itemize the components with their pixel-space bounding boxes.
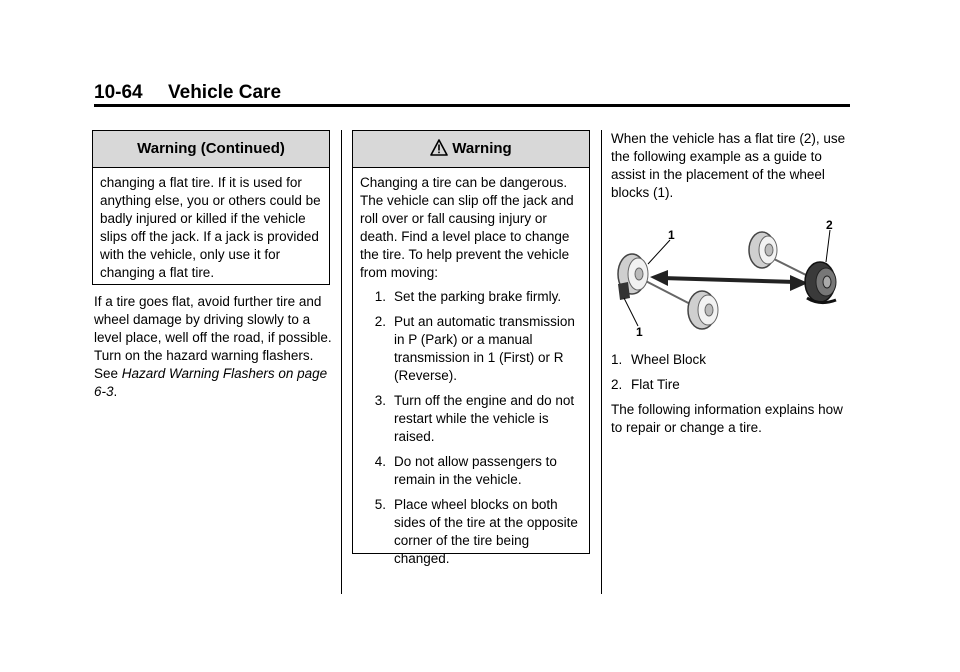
warning-body [353,168,589,581]
list-item [360,453,582,489]
step-number: 1. [374,289,386,304]
warning-continued-text: changing a flat tire. If it is used for anything else, you or others could be badly injured or killed if the vehicle slips off the jack. If a jack is provided with the vehicle, only use it for changing a flat tire. [100,175,321,280]
legend-text: Wheel Block [631,352,707,367]
step-number: 5. [374,497,386,512]
wheel-rear-left [688,291,718,329]
step-number: 2. [374,314,386,329]
warning-continued-box [92,130,330,285]
diagram-legend [611,351,851,437]
warning-title [353,131,589,168]
warning-steps [360,288,582,568]
wheel-block-shape [618,282,630,300]
flat-tire-paragraph [94,293,332,401]
step-text: Place wheel blocks on both sides of the tire at the opposite corner of the tire being changed. [394,497,578,566]
warning-intro: Changing a tire can be dangerous. The vehicle can slip off the jack and roll over or fall causing injury or death. Find a level place to change the tire. To help prevent the vehicle from moving: [360,175,574,280]
page-header [94,82,281,104]
warning-title-text: Warning [452,140,512,157]
step-text: Do not allow passengers to remain in the vehicle. [394,454,557,487]
list-item [360,313,582,385]
repair-info-paragraph: The following information explains how to repair or change a tire. [611,402,843,435]
hazard-flashers-link[interactable]: Hazard Warning Flashers on page 6-3 [94,366,328,399]
warning-continued-title: Warning (Continued) [93,131,329,168]
step-text: Set the parking brake firmly. [394,289,562,304]
legend-item [611,351,851,369]
wheel-block-diagram [612,212,852,336]
wheel-front-right [749,232,777,268]
warning-triangle-icon [430,139,448,156]
header-rule [94,104,850,107]
legend-text: Flat Tire [631,377,680,392]
callout-1-top: 1 [668,228,675,242]
page-number: 10-64 [94,82,143,103]
list-item [360,288,582,306]
legend-number: 2. [611,377,623,392]
column-divider-2 [601,130,602,594]
legend-number: 1. [611,352,623,367]
paragraph-text: If a tire goes flat, avoid further tire and wheel damage by driving slowly to a level place, well off the road, if possible. Turn on the hazard warning flashers. See [94,294,332,381]
section-title: Vehicle Care [168,82,282,103]
column-divider-1 [341,130,342,594]
step-number: 4. [374,454,386,469]
legend-item [611,376,851,394]
paragraph-end: . [113,384,118,399]
list-item [360,496,582,568]
callout-1-bottom: 1 [636,325,643,336]
step-text: Turn off the engine and do not restart while the vehicle is raised. [394,393,575,444]
wheel-block-intro: When the vehicle has a flat tire (2), use the following example as a guide to assist in the placement of the wheel blocks (1). [611,131,846,200]
callout-2: 2 [826,218,833,232]
flat-tire-shape [805,262,836,303]
step-text: Put an automatic transmission in P (Park) or a manual transmission in 1 (First) or R (Reverse). [394,314,575,383]
list-item [360,392,582,446]
warning-box [352,130,590,566]
step-number: 3. [374,393,386,408]
